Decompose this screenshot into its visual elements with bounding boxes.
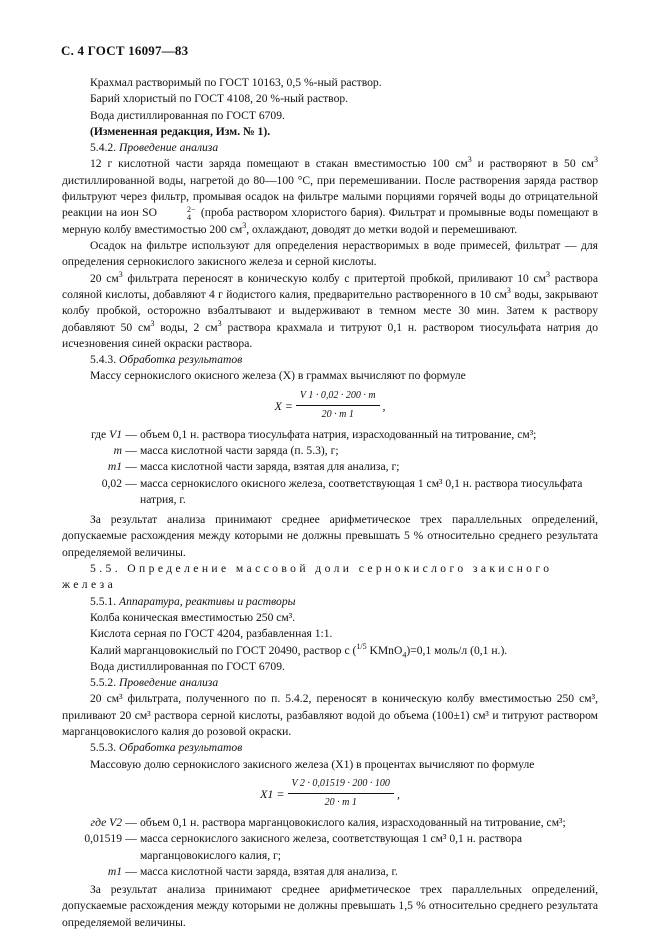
legend-dash: — <box>125 832 137 846</box>
legend-text: масса кислотной части заряда, взятая для анализа, г; <box>140 460 400 474</box>
legend-text: масса сернокислого закисного железа, соответствующая 1 см³ 0,1 н. раствора марганцовокислого калия, г; <box>140 832 523 862</box>
section-title: Аппаратура, реактивы и растворы <box>119 594 296 608</box>
reagent-water: Вода дистиллированная по ГОСТ 6709. <box>90 108 285 122</box>
superscript: 3 <box>150 318 155 328</box>
text-run: (проба раствором хлористого бария). Фильтрат и промывные воды помещают в мерную колбу вместимостью 200 см <box>62 206 598 236</box>
legend-dash: — <box>125 815 137 829</box>
legend-symbol: 0,02 <box>101 476 122 490</box>
legend-symbol <box>62 427 122 443</box>
text-run: раствора соляной кислоты, добавляют 4 г йодистого калия, предварительно растворенного в 10 см <box>62 271 598 301</box>
reagent-permanganate <box>62 643 598 659</box>
formula-x <box>62 385 598 427</box>
legend-text: масса кислотной части заряда, взятая для анализа, г. <box>140 864 398 878</box>
legend-symbol-text: V1 <box>109 427 122 441</box>
reagent-barium: Барий хлористый по ГОСТ 4108, 20 %-ный раствор. <box>90 92 349 106</box>
page-content <box>62 75 598 931</box>
formula-tail: , <box>382 398 386 413</box>
paragraph-procedure-2: 20 см³ фильтрата, полученного по п. 5.4.2, переносят в коническую колбу вместимостью 250 см³, приливают 20 см³ раствора серной кислоты, разбавляют водой до объема (100±1) см³ и титруют раствором марганцовокислого калия до розовой окраски. <box>62 692 598 739</box>
section-5-5-1 <box>62 594 598 610</box>
superscript: 3 <box>118 269 123 279</box>
legend-symbol: где V2 <box>90 815 122 829</box>
section-5-5-heading: 5.5. Определение массовой доли сернокислого закисного железа <box>62 562 553 592</box>
formula-fraction <box>296 388 380 424</box>
section-5-4-2 <box>62 140 598 156</box>
superscript: 3 <box>593 155 598 165</box>
legend-dash: — <box>125 476 137 490</box>
formula-legend-2 <box>62 815 598 880</box>
section-title: Обработка результатов <box>119 741 243 755</box>
formula-denominator: 20 · m 1 <box>324 797 357 809</box>
formula-legend <box>62 427 598 508</box>
text-run: воды, закрывают колбу пробкой, осторожно взбалтывают и выдерживают в темном месте 30 мин. Затем к раствору добавляют 50 см <box>62 287 598 334</box>
legend-symbol: m1 <box>107 864 122 878</box>
text-run: 12 г кислотной части заряда помещают в стакан вместимостью 100 см <box>90 157 468 171</box>
where-word: где <box>90 427 107 441</box>
legend-text: объем 0,1 н. раствора тиосульфата натрия, израсходованный на титрование, см³; <box>140 427 537 441</box>
sulfate-index <box>159 206 196 222</box>
legend-dash: — <box>125 427 137 441</box>
edit-note: (Измененная редакция, Изм. № 1). <box>90 124 271 138</box>
formula-lhs: X = <box>274 398 293 413</box>
formula-numerator: V 2 · 0,01519 · 200 · 100 <box>288 776 394 794</box>
subscript: 4 <box>402 649 407 659</box>
superscript: 3 <box>506 286 511 296</box>
section-number: 5.5.3. <box>90 741 117 755</box>
legend-symbol: 0,01519 <box>84 832 122 846</box>
paragraph-procedure <box>62 156 598 238</box>
formula-fraction <box>288 776 394 812</box>
formula-numerator: V 1 · 0,02 · 200 · m <box>296 388 380 406</box>
legend-text: масса кислотной части заряда (п. 5.3), г; <box>140 443 339 457</box>
section-5-5-3 <box>62 740 598 756</box>
paragraph-titration <box>62 271 598 352</box>
text-run: 20 см <box>90 271 119 285</box>
legend-text: объем 0,1 н. раствора марганцовокислого калия, израсходованный на титрование, см³; <box>140 815 566 829</box>
section-title: Проведение анализа <box>119 141 219 155</box>
reagent-water-2: Вода дистиллированная по ГОСТ 6709. <box>90 659 285 673</box>
section-5-4-3 <box>62 352 598 368</box>
formula-denominator: 20 · m 1 <box>321 409 354 421</box>
superscript: 3 <box>242 220 247 230</box>
formula-x1 <box>62 773 598 815</box>
section-5-5-2 <box>62 675 598 691</box>
text-run: Калий марганцовокислый по ГОСТ 20490, раствор с ( <box>90 643 357 657</box>
text-run: )=0,1 моль/л (0,1 н.). <box>406 643 508 657</box>
text-run: , охлаждают, доводят до метки водой и перемешивают. <box>246 222 518 236</box>
reagent-sulfuric-acid: Кислота серная по ГОСТ 4204, разбавленная 1:1. <box>90 627 333 641</box>
legend-dash: — <box>125 460 137 474</box>
section-number: 5.4.3. <box>90 353 117 367</box>
superscript: 3 <box>546 269 550 279</box>
legend-symbol: m <box>113 443 122 457</box>
section-number: 5.4.2. <box>90 141 117 155</box>
formula-lhs: X1 = <box>260 786 285 801</box>
subscript: 4 <box>186 212 191 222</box>
section-title: Проведение анализа <box>119 676 219 690</box>
legend-symbol: m1 <box>107 460 122 474</box>
text-run: дистиллированной воды, нагретой до 80—100 °С, при перемешивании. После растворения заряда раствор фильтруют через фильтр, промывая осадок на фильтре малыми порциями горячей воды до отрицательной реакции на ион SO <box>62 173 598 220</box>
text-run: и растворяют в 50 см <box>471 157 594 171</box>
paragraph-formula-intro: Массу сернокислого окисного железа (X) в граммах вычисляют по формуле <box>90 369 466 383</box>
superscript: 2− <box>186 204 196 214</box>
superscript: 3 <box>217 318 222 328</box>
paragraph-formula-intro-2: Массовую долю сернокислого закисного железа (X1) в процентах вычисляют по формуле <box>90 757 535 771</box>
text-run: KMnO <box>366 643 403 657</box>
paragraph-result-2: За результат анализа принимают среднее арифметическое трех параллельных определений, допускаемые расхождения между которыми не должны превышать 1,5 % относительно среднего результата определяемой величины. <box>62 883 598 929</box>
fraction-text: 1/5 <box>356 641 367 651</box>
section-number: 5.5.1. <box>90 594 117 608</box>
paragraph-precipitate: Осадок на фильтре используют для определения нерастворимых в воде примесей, фильтрат — для определения сернокислого закисного железа и серной кислоты. <box>62 239 598 269</box>
text-run: воды, 2 см <box>154 320 218 334</box>
formula-tail: , <box>396 786 400 801</box>
text-run: фильтрата переносят в коническую колбу с притертой пробкой, приливают 10 см <box>122 271 546 285</box>
page-header: С. 4 ГОСТ 16097—83 <box>61 43 189 58</box>
superscript: 3 <box>467 155 472 165</box>
reagent-starch: Крахмал растворимый по ГОСТ 10163, 0,5 %-ный раствор. <box>90 76 382 89</box>
text-run: раствора крахмала и титруют 0,1 н. раствором тиосульфата натрия до исчезновения синей окраски раствора. <box>62 320 598 350</box>
legend-text: масса сернокислого окисного железа, соответствующая 1 см³ 0,1 н. раствора тиосульфата натрия, г. <box>140 476 583 506</box>
reagent-flask: Колба коническая вместимостью 250 см³. <box>90 610 296 624</box>
legend-dash: — <box>125 443 137 457</box>
paragraph-result-1: За результат анализа принимают среднее арифметическое трех параллельных определений, допускаемые расхождения между которыми не должны превышать 5 % относительно среднего результата определяемой величины. <box>62 513 598 559</box>
section-number: 5.5.2. <box>90 676 117 690</box>
legend-dash: — <box>125 864 137 878</box>
section-title: Обработка результатов <box>119 353 243 367</box>
